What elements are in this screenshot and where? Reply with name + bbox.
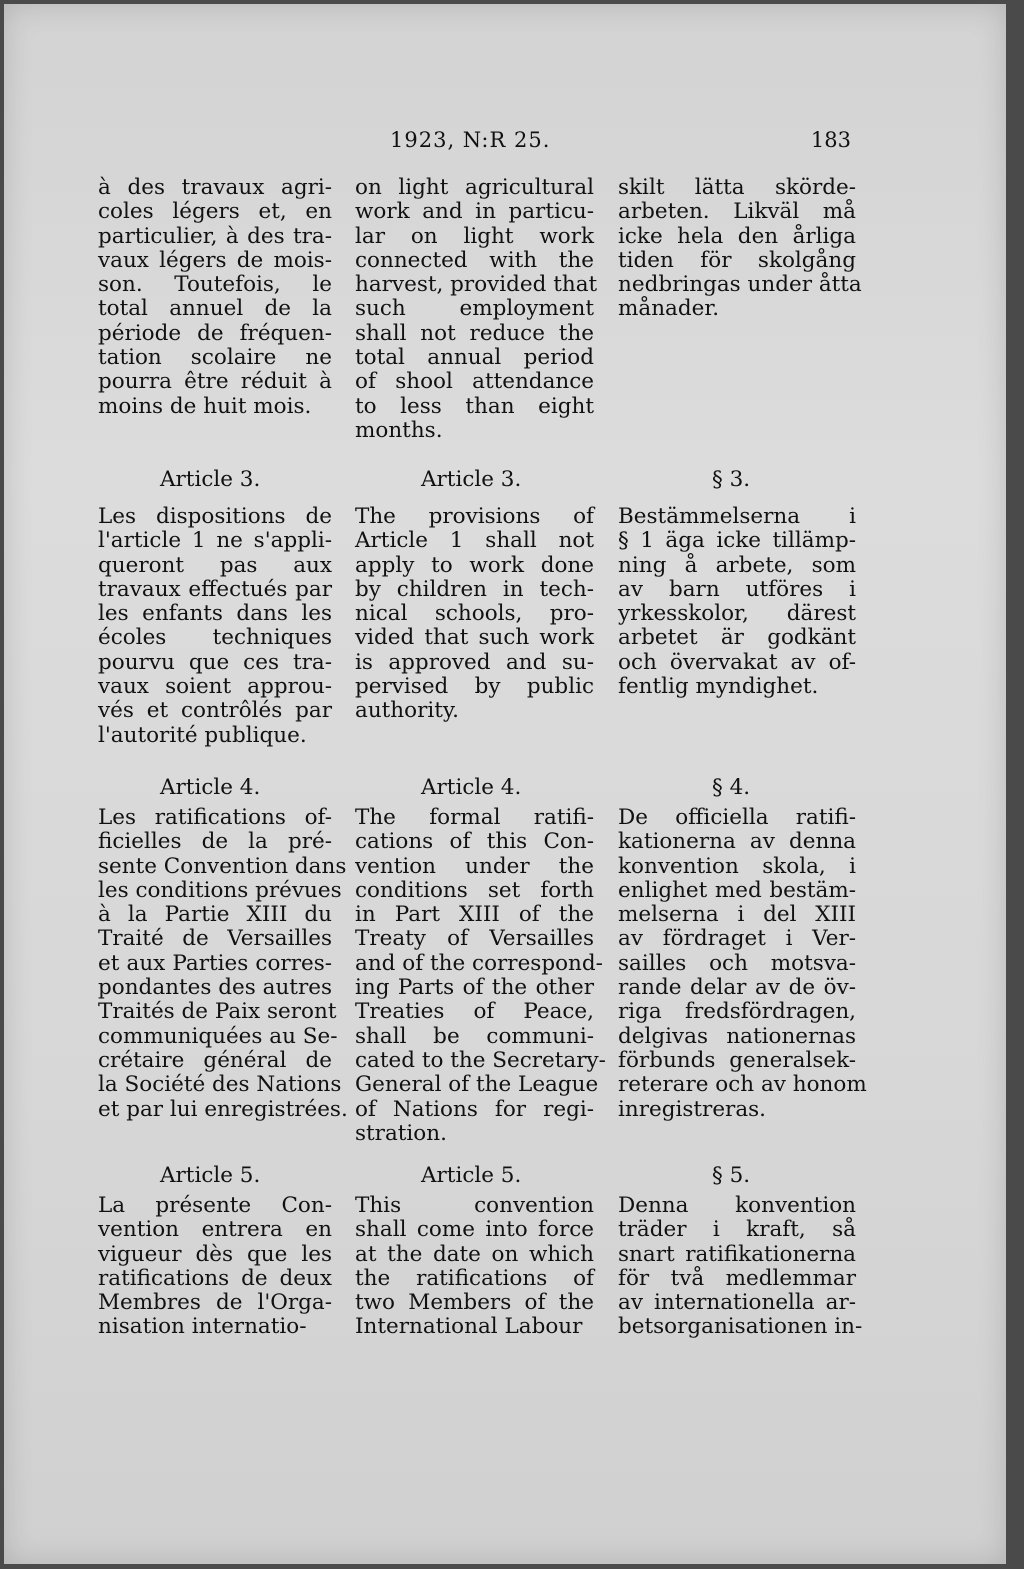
text-line: of shool attendance xyxy=(355,369,594,395)
text-line: l'article 1 ne s'appli- xyxy=(98,528,332,554)
text-line: stration. xyxy=(355,1120,447,1146)
text-line: kationerna av denna xyxy=(618,829,856,855)
text-line: Treaty of Versailles xyxy=(355,926,594,952)
text-line: Les dispositions de xyxy=(98,504,332,529)
text-line: by children in tech- xyxy=(355,576,594,602)
text-line: is approved and su- xyxy=(355,649,594,675)
text-line: tation scolaire ne xyxy=(98,345,332,371)
text-line: two Members of the xyxy=(355,1290,594,1316)
text-line: General of the League xyxy=(355,1072,599,1098)
text-line: shall be communi- xyxy=(355,1023,594,1049)
text-line: This convention xyxy=(355,1193,594,1218)
text-line: träder i kraft, så xyxy=(618,1217,856,1243)
page-number: 183 xyxy=(810,128,851,152)
article-4-paragraph xyxy=(98,805,348,1122)
text-line: Denna konvention xyxy=(618,1193,856,1218)
text-line: riga fredsfördragen, xyxy=(618,999,856,1025)
text-line: shall come into force xyxy=(355,1217,594,1243)
article-4-heading: § 4. xyxy=(712,775,751,800)
intro-paragraph xyxy=(618,175,862,322)
text-line: ning å arbete, som xyxy=(618,552,856,578)
text-line: son. Toutefois, le xyxy=(98,272,332,298)
text-line: cations of this Con- xyxy=(355,829,594,855)
text-line: such employment xyxy=(355,296,594,322)
text-line: et aux Parties corres- xyxy=(98,950,332,976)
text-line: Treaties of Peace, xyxy=(355,999,594,1025)
text-line: av barn utföres i xyxy=(618,576,856,602)
text-line: skilt lätta skörde- xyxy=(618,175,856,200)
article-5-paragraph xyxy=(355,1194,594,1340)
text-line: för två medlemmar xyxy=(618,1265,856,1291)
text-line: fentlig myndighet. xyxy=(618,674,819,700)
text-line: av fördraget i Ver- xyxy=(618,926,856,952)
text-line: av internationella ar- xyxy=(618,1290,856,1316)
article-5-paragraph xyxy=(618,1193,863,1340)
text-line: yrkesskolor, därest xyxy=(618,601,856,627)
text-line: § 1 äga icke tillämp- xyxy=(618,528,856,554)
text-line: Traité de Versailles xyxy=(98,926,332,952)
text-line: harvest, provided that xyxy=(355,272,598,298)
text-line: vigueur dès que les xyxy=(98,1241,332,1267)
text-line: nical schools, pro- xyxy=(355,601,594,627)
text-line: Traités de Paix seront xyxy=(98,999,337,1025)
article-3-heading: Article 3. xyxy=(421,467,522,492)
text-line: icke hela den årliga xyxy=(618,223,856,249)
article-5-heading: § 5. xyxy=(712,1163,751,1188)
text-line: travaux effectués par xyxy=(98,576,332,602)
text-line: förbunds generalsek- xyxy=(618,1047,856,1073)
text-line: conditions set forth xyxy=(355,877,594,903)
text-line: pourra être réduit à xyxy=(98,369,332,395)
text-line: and of the correspond- xyxy=(355,950,603,976)
text-line: arbetet är godkänt xyxy=(618,625,856,651)
text-line: rande delar av de öv- xyxy=(618,975,856,1001)
text-line: pourvu que ces tra- xyxy=(98,649,332,675)
text-line: International Labour xyxy=(355,1314,583,1340)
text-line: of Nations for regi- xyxy=(355,1096,594,1122)
text-line: at the date on which xyxy=(355,1241,594,1267)
text-line: betsorganisationen in- xyxy=(618,1314,863,1340)
text-line: écoles techniques xyxy=(98,625,332,651)
text-line: communiquées au Se- xyxy=(98,1023,338,1049)
text-line: sente Convention dans xyxy=(98,853,347,879)
text-line: Bestämmelserna i xyxy=(618,504,856,529)
text-line: crétaire général de xyxy=(98,1047,332,1073)
text-line: nedbringas under åtta xyxy=(618,272,862,298)
text-line: konvention skola, i xyxy=(618,853,856,879)
text-line: snart ratifikationerna xyxy=(618,1241,856,1267)
text-line: inregistreras. xyxy=(618,1096,767,1122)
text-line: vés et contrôlés par xyxy=(98,698,332,724)
text-line: authority. xyxy=(355,698,460,724)
article-5-paragraph xyxy=(98,1194,332,1340)
text-line: particulier, à des tra- xyxy=(98,223,332,249)
text-line: vention entrera en xyxy=(98,1217,332,1243)
article-4-heading: Article 4. xyxy=(421,775,522,800)
text-line: lar on light work xyxy=(355,223,594,249)
text-line: nisation internatio- xyxy=(98,1314,307,1340)
text-line: à des travaux agri- xyxy=(98,175,332,200)
text-line: work and in particu- xyxy=(355,199,594,225)
text-line: ing Parts of the other xyxy=(355,975,594,1001)
article-3-heading: § 3. xyxy=(712,467,751,492)
text-line: total annuel de la xyxy=(98,296,332,322)
page-header xyxy=(4,128,1006,158)
text-line: pondantes des autres xyxy=(98,975,332,1001)
document-page xyxy=(4,4,1006,1564)
article-4-paragraph xyxy=(355,805,606,1146)
text-line: et par lui enregistrées. xyxy=(98,1096,348,1122)
article-5-heading: Article 5. xyxy=(160,1163,261,1188)
text-line: l'autorité publique. xyxy=(98,722,307,748)
text-line: to less than eight xyxy=(355,393,594,419)
text-line: vaux soient approu- xyxy=(98,674,332,700)
text-line: cated to the Secretary- xyxy=(355,1047,606,1073)
article-3-paragraph xyxy=(618,505,856,699)
text-line: connected with the xyxy=(355,247,594,273)
text-line: pervised by public xyxy=(355,674,594,700)
article-3-paragraph xyxy=(98,505,332,748)
text-line: tiden för skolgång xyxy=(618,247,856,273)
text-line: on light agricultural xyxy=(355,175,594,200)
article-3-heading: Article 3. xyxy=(160,467,261,492)
text-line: à la Partie XIII du xyxy=(98,902,332,928)
text-line: och övervakat av of- xyxy=(618,649,856,675)
text-line: moins de huit mois. xyxy=(98,393,312,419)
text-line: ficielles de la pré- xyxy=(98,829,332,855)
text-line: vaux légers de mois- xyxy=(98,247,332,273)
text-line: vention under the xyxy=(355,853,594,879)
text-line: months. xyxy=(355,417,443,443)
article-4-paragraph xyxy=(618,805,867,1122)
text-line: in Part XIII of the xyxy=(355,902,594,928)
article-4-heading: Article 4. xyxy=(160,775,261,800)
text-line: Article 1 shall not xyxy=(355,528,594,554)
article-5-heading: Article 5. xyxy=(421,1163,522,1188)
intro-paragraph xyxy=(98,176,332,419)
text-line: arbeten. Likväl må xyxy=(618,199,856,225)
text-line: delgivas nationernas xyxy=(618,1023,856,1049)
article-3-paragraph xyxy=(355,505,594,724)
text-line: coles légers et, en xyxy=(98,199,332,225)
text-line: La présente Con- xyxy=(98,1193,332,1218)
text-line: Les ratifications of- xyxy=(98,805,332,830)
text-line: månader. xyxy=(618,296,720,322)
text-line: vided that such work xyxy=(355,625,594,651)
text-line: De officiella ratifi- xyxy=(618,805,856,830)
text-line: melserna i del XIII xyxy=(618,902,856,928)
text-line: enlighet med bestäm- xyxy=(618,877,856,903)
text-line: apply to work done xyxy=(355,552,594,578)
text-line: the ratifications of xyxy=(355,1265,594,1291)
text-line: total annual period xyxy=(355,345,594,371)
text-line: période de fréquen- xyxy=(98,320,332,346)
text-line: les conditions prévues xyxy=(98,877,342,903)
header-title: 1923, N:R 25. xyxy=(390,128,551,152)
text-line: les enfants dans les xyxy=(98,601,332,627)
text-line: Membres de l'Orga- xyxy=(98,1290,332,1316)
intro-paragraph xyxy=(355,175,598,443)
text-line: ratifications de deux xyxy=(98,1265,332,1291)
text-line: reterare och av honom xyxy=(618,1072,867,1098)
text-line: shall not reduce the xyxy=(355,320,594,346)
text-line: The provisions of xyxy=(355,504,594,529)
text-line: The formal ratifi- xyxy=(355,805,594,830)
text-line: la Société des Nations xyxy=(98,1072,342,1098)
text-line: sailles och motsva- xyxy=(618,950,856,976)
text-line: queront pas aux xyxy=(98,552,332,578)
